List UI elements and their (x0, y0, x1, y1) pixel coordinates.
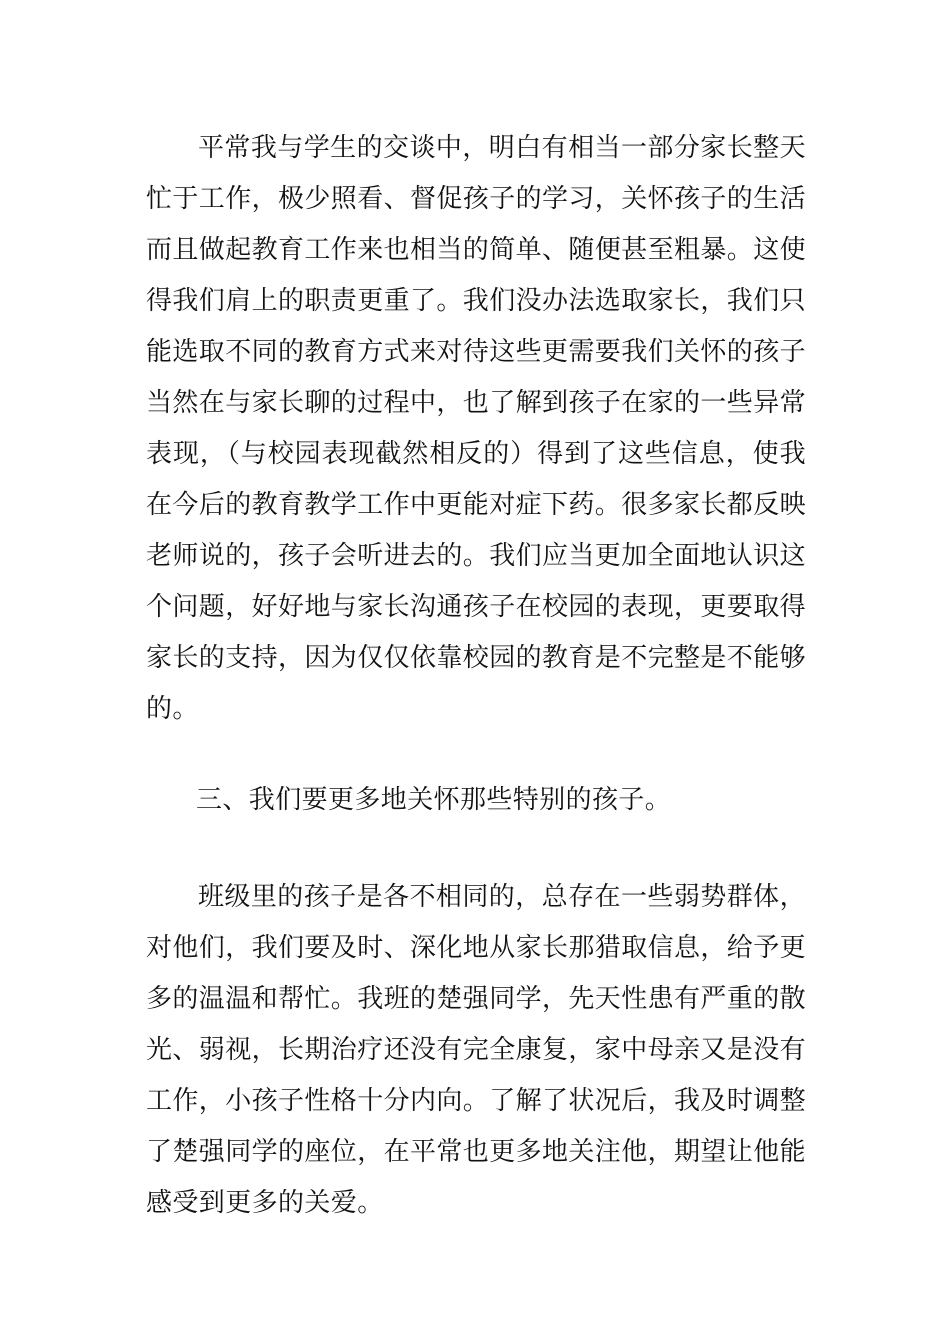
paragraph-line: 的。 (146, 694, 199, 724)
paragraph-line: 工作，小孩子性格十分内向。了解了状况后，我及时调整 (146, 1086, 807, 1116)
paragraph-line: 得我们肩上的职责更重了。我们没办法选取家长，我们只 (146, 286, 807, 316)
paragraph-line: 感受到更多的关爱。 (146, 1188, 384, 1218)
paragraph-line: 当然在与家长聊的过程中，也了解到孩子在家的一些异常 (146, 388, 807, 418)
paragraph-line: 平常我与学生的交谈中，明白有相当一部分家长整天 (198, 133, 806, 163)
paragraph-line: 个问题，好好地与家长沟通孩子在校园的表现，更要取得 (146, 592, 807, 622)
paragraph-line: 能选取不同的教育方式来对待这些更需要我们关怀的孩子 (146, 337, 807, 367)
paragraph-line: 在今后的教育教学工作中更能对症下药。很多家长都反映 (146, 490, 807, 520)
section-heading: 三、我们要更多地关怀那些特别的孩子。 (196, 785, 672, 815)
paragraph-line: 多的温温和帮忙。我班的楚强同学，先天性患有严重的散 (146, 984, 807, 1014)
paragraph-line: 了楚强同学的座位，在平常也更多地关注他，期望让他能 (146, 1137, 807, 1167)
paragraph-line: 班级里的孩子是各不相同的，总存在一些弱势群体， (198, 882, 806, 912)
paragraph-line: 忙于工作，极少照看、督促孩子的学习，关怀孩子的生活 (146, 184, 807, 214)
paragraph-line: 家长的支持，因为仅仅依靠校园的教育是不完整是不能够 (146, 643, 807, 673)
paragraph-line: 对他们，我们要及时、深化地从家长那猎取信息，给予更 (146, 933, 807, 963)
paragraph-line: 而且做起教育工作来也相当的简单、随便甚至粗暴。这使 (146, 235, 807, 265)
paragraph-line: 光、弱视，长期治疗还没有完全康复，家中母亲又是没有 (146, 1035, 807, 1065)
paragraph-line: 老师说的，孩子会听进去的。我们应当更加全面地认识这 (146, 541, 807, 571)
paragraph-line: 表现，（与校园表现截然相反的）得到了这些信息，使我 (146, 439, 806, 469)
